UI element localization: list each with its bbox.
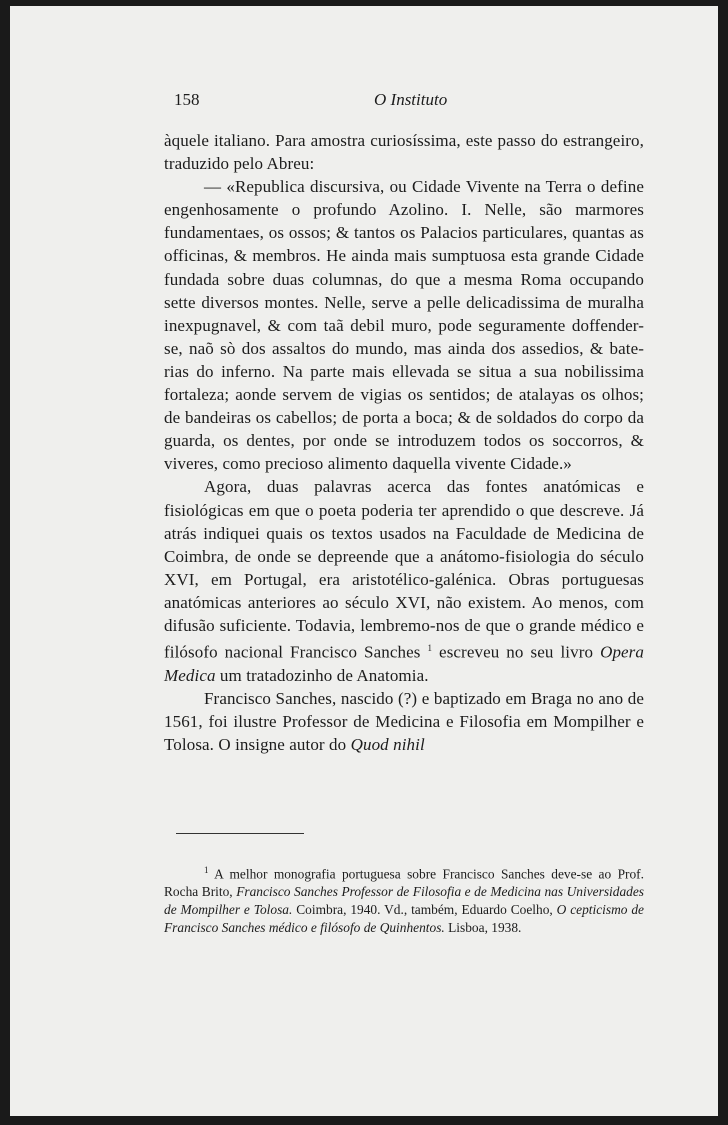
paragraph-3-text: Agora, duas palavras acerca das fontes anatómicas e fisiológicas em que o poeta poderia ter aprendido o que descreve. Já atrás indiquei quais os textos usados na Faculdade de Medicina de Coimbra, de onde se depreende que a anátomo-fisiologia do século XVI, em Portugal, era aristotélico-galénica. Obras portuguesas anatómicas anteriores ao século XVI, não existem. Ao menos, com difusão suficiente. Todavia, lembremo-nos de que o grande médico e filósofo nacional Francisco Sanches (164, 477, 644, 662)
footnote-text-1: A melhor monografia portuguesa sobre Francisco Sanches deve-se ao Prof. Rocha Brito, (164, 866, 644, 900)
footnote-work-2: O cepticismo de Francisco Sanches médico e filósofo de Quinhentos. (164, 902, 644, 935)
page-header (174, 90, 654, 114)
footnote-text-2: Coimbra, 1940. Vd., também, Eduardo Coelho, (292, 902, 557, 918)
footnote-work-1: Francisco Sanches Professor de Filosofia e de Medicina nas Universidades de Mompilher e Tolosa. (164, 884, 644, 918)
footnote-text-3: Lisboa, 1938. (444, 919, 522, 935)
footnote (164, 862, 644, 937)
paragraph-2-quote: — «Republica discursiva, ou Cidade Vivente na Terra o define engenhosamente o profundo Azolino. I. Nelle, são marmores fundamentaes, os ossos; & tantos os Palacios particulares, quantas as officinas, & membros. He ainda mais sumptuosa esta grande Cidade fundada sobre duas columnas, do que a mesma Roma occupando sette diversos montes. Nelle, serve a pelle delicadissima de muralha inexpugnavel, & com taã debil muro, pode seguramente doffender-se, naõ sò dos assaltos do mundo, mas ainda dos assedios, & bate-rias do inferno. Na parte mais ellevada se situa a sua nobilissima fortaleza; aonde servem de vigias os sentidos; de atalayas os olhos; de bandeiras os cabellos; de porta a boca; & de soldados do corpo da guarda, os dentes, por onde se introduzem todos os soccorros, & viveres, como precioso alimento daquella vivente Cidade.» (164, 177, 644, 474)
body-text (164, 129, 644, 756)
paragraph-1: àquele italiano. Para amostra curiosíssima, este passo do estrangeiro, traduzido pelo Abreu: (164, 131, 644, 174)
paragraph-4 (164, 687, 644, 756)
footnote-reference[interactable]: 1 (427, 643, 433, 654)
footnote-divider (176, 833, 304, 834)
book-title: Opera Medica (164, 642, 645, 685)
paragraph-3 (164, 475, 644, 687)
quoted-title: Quod nihil (350, 735, 425, 755)
paragraph-4-text: Francisco Sanches, nascido (?) e baptizado em Braga no ano de 1561, foi ilustre Professor de Medicina e Filosofia em Mompilher e Tolosa. O insigne autor do (164, 688, 644, 755)
footnote-marker: 1 (204, 865, 209, 875)
page-number: 158 (174, 90, 200, 109)
running-title: O Instituto (374, 90, 448, 109)
paragraph-3-end: um tratadozinho de Anatomia. (215, 665, 429, 685)
paragraph-3-text-cont: escreveu no seu livro (432, 642, 601, 662)
